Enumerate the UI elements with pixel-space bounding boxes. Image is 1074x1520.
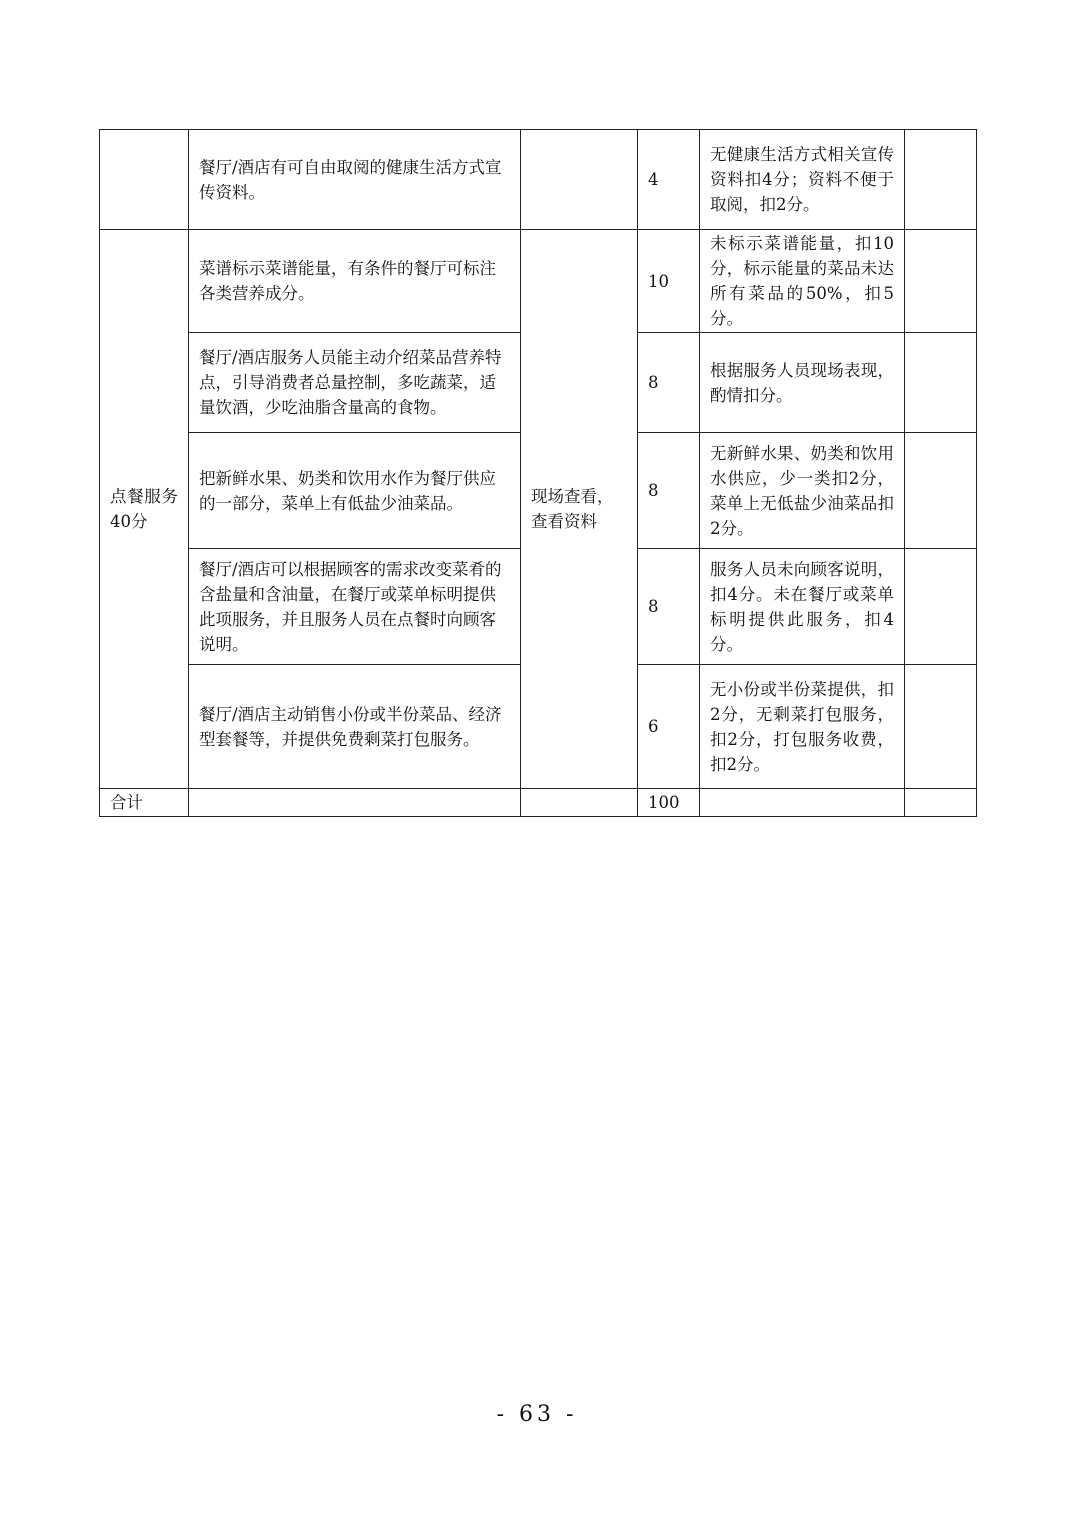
total-empty-cell: [905, 789, 977, 817]
criteria-cell: 无小份或半份菜提供，扣2分，无剩菜打包服务，扣2分，打包服务收费，扣2分。: [700, 665, 905, 789]
points-cell: 10: [638, 230, 700, 333]
points-cell: 8: [638, 433, 700, 549]
category-cell: 点餐服务40分: [100, 230, 189, 789]
method-cell: 现场查看，查看资料: [521, 230, 638, 789]
total-empty-cell: [521, 789, 638, 817]
points-cell: 4: [638, 130, 700, 230]
requirement-cell: 餐厅/酒店主动销售小份或半份菜品、经济型套餐等，并提供免费剩菜打包服务。: [189, 665, 521, 789]
points-cell: 8: [638, 333, 700, 433]
score-cell: [905, 665, 977, 789]
total-empty-cell: [700, 789, 905, 817]
criteria-cell: 服务人员未向顾客说明，扣4分。未在餐厅或菜单标明提供此服务，扣4分。: [700, 549, 905, 665]
requirement-cell: 餐厅/酒店可以根据顾客的需求改变菜肴的含盐量和含油量，在餐厅或菜单标明提供此项服务，并且服务人员在点餐时向顾客说明。: [189, 549, 521, 665]
total-row: [100, 789, 977, 817]
scoring-table: [99, 129, 977, 817]
score-cell: [905, 333, 977, 433]
points-cell: 6: [638, 665, 700, 789]
requirement-cell: 餐厅/酒店有可自由取阅的健康生活方式宣传资料。: [189, 130, 521, 230]
requirement-cell: 把新鲜水果、奶类和饮用水作为餐厅供应的一部分，菜单上有低盐少油菜品。: [189, 433, 521, 549]
requirement-cell: 餐厅/酒店服务人员能主动介绍菜品营养特点，引导消费者总量控制，多吃蔬菜，适量饮酒，少吃油脂含量高的食物。: [189, 333, 521, 433]
score-cell: [905, 230, 977, 333]
category-cell-empty: [100, 130, 189, 230]
total-empty-cell: [189, 789, 521, 817]
requirement-cell: 菜谱标示菜谱能量，有条件的餐厅可标注各类营养成分。: [189, 230, 521, 333]
score-cell: [905, 130, 977, 230]
score-cell: [905, 549, 977, 665]
criteria-cell: 无新鲜水果、奶类和饮用水供应，少一类扣2分，菜单上无低盐少油菜品扣2分。: [700, 433, 905, 549]
page-number: - 63 -: [496, 1402, 578, 1427]
score-cell: [905, 433, 977, 549]
method-cell-empty: [521, 130, 638, 230]
table-row: [100, 230, 977, 333]
points-cell: 8: [638, 549, 700, 665]
total-points: 100: [638, 789, 700, 817]
criteria-cell: 未标示菜谱能量，扣10分，标示能量的菜品未达所有菜品的50%，扣5分。: [700, 230, 905, 333]
criteria-cell: 根据服务人员现场表现，酌情扣分。: [700, 333, 905, 433]
total-label: 合计: [100, 789, 189, 817]
criteria-cell: 无健康生活方式相关宣传资料扣4分；资料不便于取阅，扣2分。: [700, 130, 905, 230]
table-row: [100, 130, 977, 230]
